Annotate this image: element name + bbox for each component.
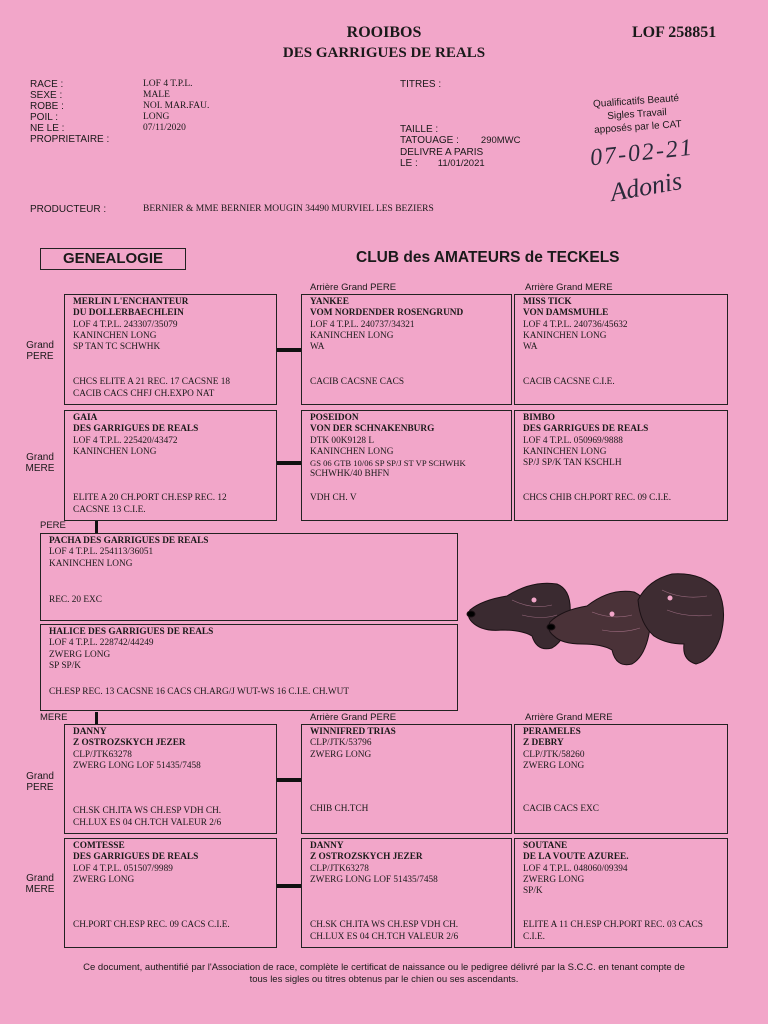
pedigree-mere: HALICE DES GARRIGUES DE REALS LOF 4 T.P.L. 228742/44249 ZWERG LONG SP SP/K CH.ESP REC. 13 CACSNE 16 CACS CH.ARG/J WUT-WS 16 C.I.E. CH.WUT (40, 624, 458, 711)
tatouage-label: TATOUAGE : (400, 135, 459, 146)
stamp-line3: apposés par le CAT (593, 118, 682, 137)
stamp-line1: Qualificatifs Beauté (592, 93, 680, 111)
header-agp-bottom: Arrière Grand PERE (310, 712, 397, 723)
label-proprietaire: PROPRIETAIRE : (30, 134, 110, 145)
value-ne-le: 07/11/2020 (143, 123, 186, 133)
side-grand-pere-2: Grand PERE (26, 771, 54, 793)
side-grand-mere-1: Grand MERE (25, 452, 55, 474)
side-mere: MERE (40, 712, 68, 723)
le-value: 11/01/2021 (437, 157, 485, 169)
producteur-label: PRODUCTEUR : (30, 204, 107, 215)
delivre-label: DELIVRE A PARIS (400, 146, 484, 158)
le-label: LE : (400, 157, 418, 169)
cat-stamp (581, 91, 693, 138)
label-sexe: SEXE : (30, 90, 63, 101)
pedigree-agm-1: MISS TICK VON DAMSMUHLE LOF 4 T.P.L. 240736/45632 KANINCHEN LONG WA CACIB CACSNE C.I.E. (514, 294, 728, 405)
footer-note (0, 962, 768, 986)
titres-label: TITRES : (400, 79, 442, 90)
info-values (143, 79, 209, 134)
registration-number: LOF 258851 (632, 24, 717, 41)
club-title: CLUB des AMATEURS de TECKELS (356, 249, 620, 266)
pedigree-agm-2: BIMBO DES GARRIGUES DE REALS LOF 4 T.P.L. 050969/9888 KANINCHEN LONG SP/J SP/K TAN KSCHLH CHCS CHIB CH.PORT REC. 09 C.I.E. (514, 410, 728, 521)
pedigree-grand-mere-maternal: COMTESSE DES GARRIGUES DE REALS LOF 4 T.P.L. 051507/9989 ZWERG LONG CH.PORT CH.ESP REC. 09 CACS C.I.E. (64, 838, 277, 948)
connector-2 (277, 461, 301, 465)
value-sexe: MALE (143, 90, 170, 100)
stamp-line2: Sigles Travail (606, 106, 668, 123)
side-grand-pere-1: Grand PERE (26, 340, 54, 362)
footer-line2: tous les sigles ou titres obtenus par le chien ou ses ascendants. (249, 974, 519, 985)
handwritten-signature: Adonis (607, 165, 685, 208)
handwritten-date: 07-02-21 (588, 134, 696, 172)
connector-4 (277, 884, 301, 888)
taille-label: TAILLE : (400, 124, 439, 135)
pedigree-agp-4: DANNY Z OSTROZSKYCH JEZER CLP/JTK63278 ZWERG LONG LOF 51435/7458 CH.SK CH.ITA WS CH.ESP VDH CH. CH.LUX ES 04 CH.TCH VALEUR 2/6 (301, 838, 512, 948)
label-ne-le: NE LE : (30, 123, 65, 134)
header-agm-bottom: Arrière Grand MERE (525, 712, 613, 723)
side-pere: PERE (40, 520, 66, 531)
pedigree-agm-3: PERAMELES Z DEBRY CLP/JTK/58260 ZWERG LONG CACIB CACS EXC (514, 724, 728, 834)
pedigree-pere: PACHA DES GARRIGUES DE REALS LOF 4 T.P.L. 254113/36051 KANINCHEN LONG REC. 20 EXC (40, 533, 458, 621)
tatouage-value: 290MWC (480, 135, 521, 146)
pedigree-agp-1: YANKEE VOM NORDENDER ROSENGRUND LOF 4 T.P.L. 240737/34321 KANINCHEN LONG WA CACIB CACSNE CACS (301, 294, 512, 405)
pedigree-grand-pere-paternal: MERLIN L'ENCHANTEUR DU DOLLERBAECHLEIN LOF 4 T.P.L. 243307/35079 KANINCHEN LONG SP TAN TC SCHWHK CHCS ELITE A 21 REC. 17 CACSNE 18 CACIB CACS CHFJ CH.EXPO NAT (64, 294, 277, 405)
label-poil: POIL : (30, 112, 58, 123)
value-race: LOF 4 T.P.L. (143, 79, 193, 89)
connector-3 (277, 778, 301, 782)
dachshund-heads-illustration (462, 560, 732, 680)
value-robe: NOI. MAR.FAU. (143, 101, 210, 111)
tick-pere (95, 521, 98, 533)
taille-block (400, 124, 521, 169)
tick-mere (95, 712, 98, 724)
connector-1 (277, 348, 301, 352)
info-labels (30, 79, 109, 145)
producteur-value: BERNIER & MME BERNIER MOUGIN 34490 MURVIEL LES BEZIERS (143, 204, 434, 214)
pedigree-agp-2: POSEIDON VON DER SCHNAKENBURG DTK 00K9128 L KANINCHEN LONG GS 06 GTB 10/06 SP SP/J ST VP SCHWHK SCHWHK/40 BHFN VDH CH. V (301, 410, 512, 521)
label-robe: ROBE : (30, 101, 64, 112)
genealogie-box (40, 248, 186, 270)
value-poil: LONG (143, 112, 170, 122)
header-agp-top: Arrière Grand PERE (310, 282, 397, 293)
dog-name: ROOIBOS (346, 24, 422, 41)
footer-line1: Ce document, authentifié par l'Association de race, complète le certificat de naissance ou le pedigree délivré par la S.C.C. en tenant compte de (83, 962, 685, 973)
header-agm-top: Arrière Grand MERE (525, 282, 613, 293)
genealogie-label: GENEALOGIE (62, 250, 163, 267)
dog-kennel: DES GARRIGUES DE REALS (282, 45, 486, 61)
pedigree-agp-3: WINNIFRED TRIAS CLP/JTK/53796 ZWERG LONG CHIB CH.TCH (301, 724, 512, 834)
pedigree-grand-mere-paternal: GAIA DES GARRIGUES DE REALS LOF 4 T.P.L. 225420/43472 KANINCHEN LONG ELITE A 20 CH.PORT CH.ESP REC. 12 CACSNE 13 C.I.E. (64, 410, 277, 521)
label-race: RACE : (30, 79, 64, 90)
pedigree-agm-4: SOUTANE DE LA VOUTE AZUREE. LOF 4 T.P.L. 048060/09394 ZWERG LONG SP/K ELITE A 11 CH.ESP CH.PORT REC. 03 CACS C.I.E. (514, 838, 728, 948)
pedigree-grand-pere-maternal: DANNY Z OSTROZSKYCH JEZER CLP/JTK63278 ZWERG LONG LOF 51435/7458 CH.SK CH.ITA WS CH.ESP VDH CH. CH.LUX ES 04 CH.TCH VALEUR 2/6 (64, 724, 277, 834)
side-grand-mere-2: Grand MERE (25, 873, 55, 895)
